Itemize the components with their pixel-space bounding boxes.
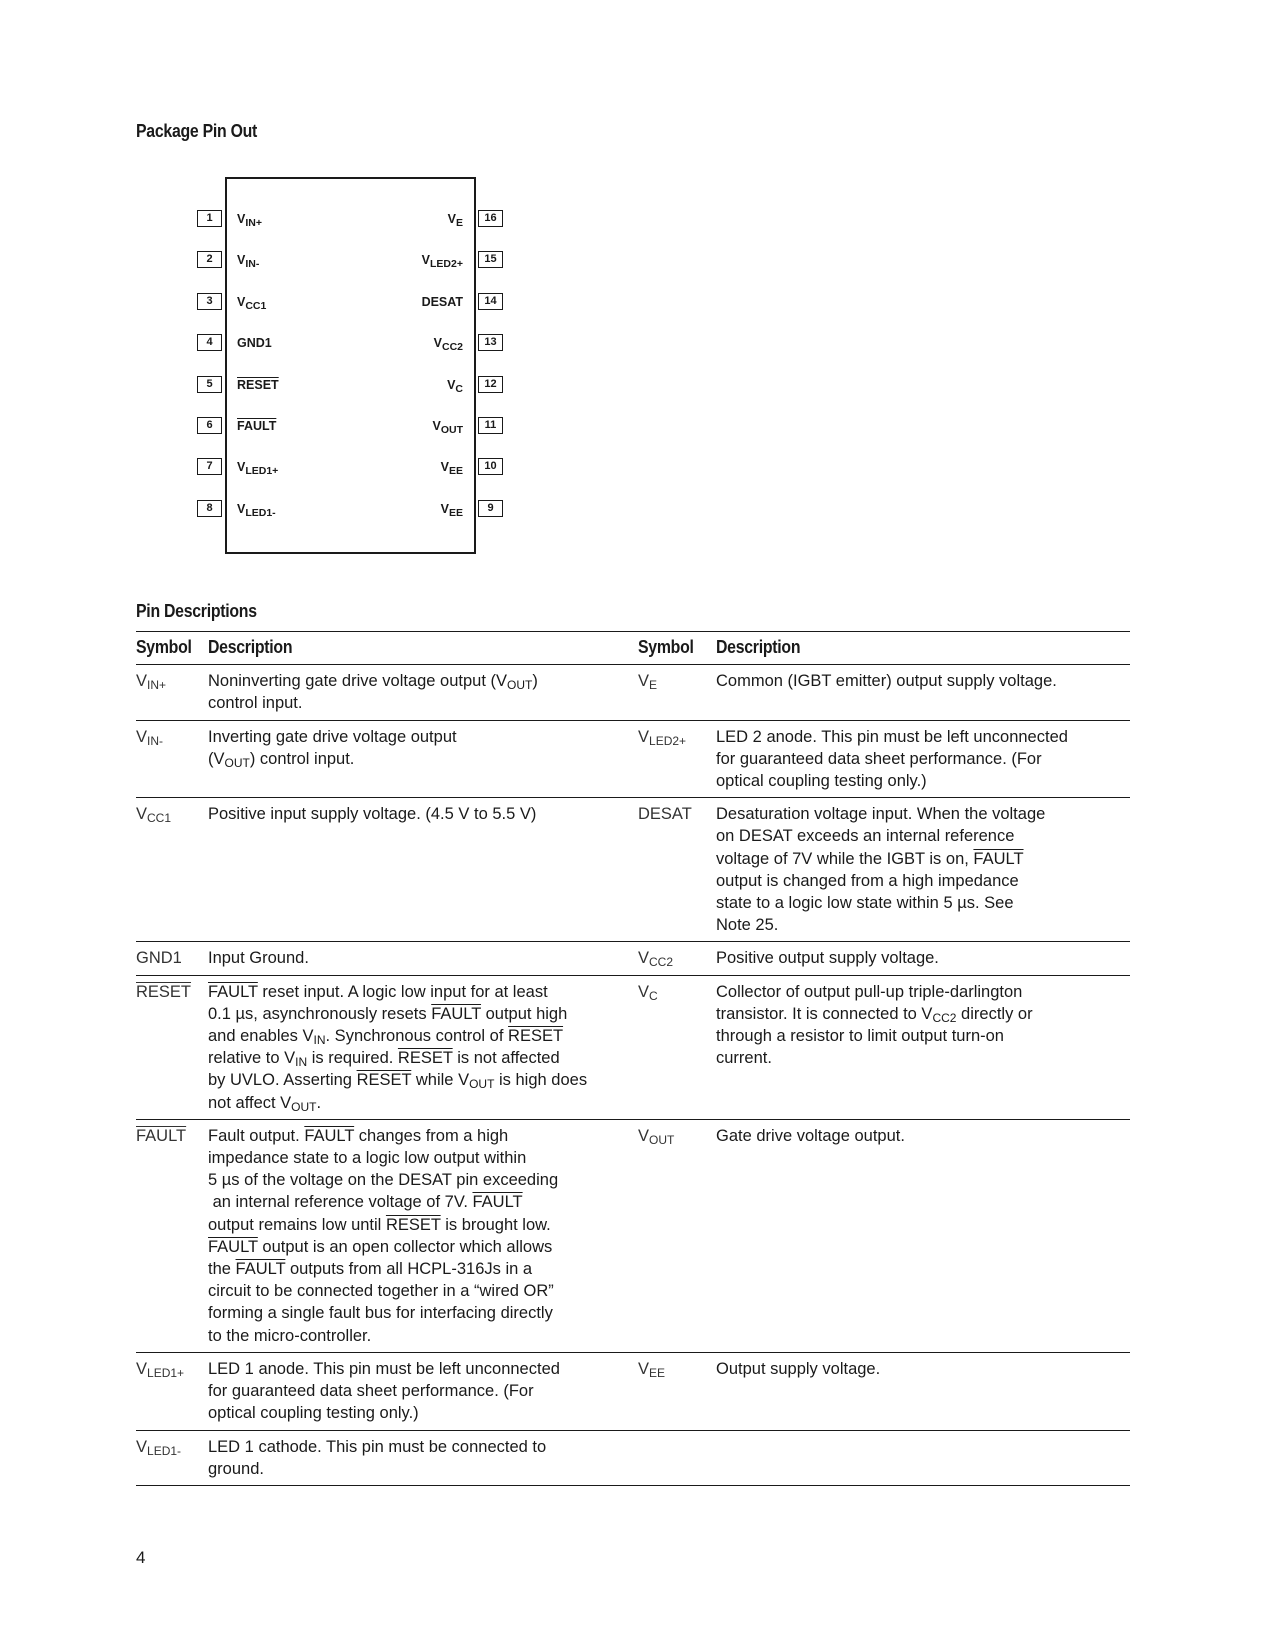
description-cell: Positive output supply voltage. bbox=[716, 942, 1130, 975]
pin-label: $V_E$ bbox=[447, 212, 463, 229]
description-cell: Inverting gate drive voltage output $(V_{OUT})$ control input. bbox=[208, 720, 638, 798]
pin-label: FAULT bbox=[237, 419, 277, 433]
pin-label: DESAT bbox=[421, 295, 463, 309]
pin-label: $V_{CC1}$ bbox=[237, 295, 267, 312]
pin-number-box: 8 bbox=[197, 500, 222, 517]
table-row bbox=[136, 665, 1130, 720]
description-cell: Desaturation voltage input. When the voltage on DESAT exceeds an internal reference voltage of 7V while the IGBT is on, FAULT output is changed from a high impedance state to a logic low state within 5 µs. See Note 25. bbox=[716, 798, 1130, 942]
ic-package-outline bbox=[225, 177, 476, 554]
pin-number-box: 14 bbox=[478, 293, 503, 310]
pin-label: $V_{EE}$ bbox=[440, 502, 463, 519]
symbol-cell: $V_C$ bbox=[638, 975, 716, 1119]
symbol-cell: DESAT bbox=[638, 798, 716, 942]
table-row bbox=[136, 720, 1130, 798]
symbol-cell: $V_{IN-}$ bbox=[136, 720, 208, 798]
pin-label: $V_C$ bbox=[447, 378, 463, 395]
symbol-cell: $V_{LED2+}$ bbox=[638, 720, 716, 798]
pin-number-box: 6 bbox=[197, 417, 222, 434]
pin-descriptions-heading: Pin Descriptions bbox=[136, 601, 257, 621]
pin-label: $V_{CC2}$ bbox=[433, 336, 463, 353]
pin-number-box: 15 bbox=[478, 251, 503, 268]
pin-number-box: 13 bbox=[478, 334, 503, 351]
symbol-cell: $V_{EE}$ bbox=[638, 1352, 716, 1430]
pin-label: $V_{EE}$ bbox=[440, 460, 463, 477]
pin-number-box: 11 bbox=[478, 417, 503, 434]
description-cell: Noninverting gate drive voltage output $(V_{OUT})$ control input. bbox=[208, 665, 638, 720]
pin-label: $V_{IN-}$ bbox=[237, 253, 260, 270]
table-header-row bbox=[136, 632, 1130, 665]
pin-number-box: 16 bbox=[478, 210, 503, 227]
pin-number-box: 10 bbox=[478, 458, 503, 475]
pin-label: GND1 bbox=[237, 336, 272, 350]
description-cell: Positive input supply voltage. (4.5 V to 5.5 V) bbox=[208, 798, 638, 942]
pin-label: $V_{LED1-}$ bbox=[237, 502, 276, 519]
table-row bbox=[136, 1352, 1130, 1430]
symbol-cell: RESET bbox=[136, 975, 208, 1119]
symbol-cell: GND1 bbox=[136, 942, 208, 975]
pin-label: $V_{IN+}$ bbox=[237, 212, 262, 229]
header-description-left: Description bbox=[208, 632, 638, 665]
pin-number-box: 7 bbox=[197, 458, 222, 475]
pin-number-box: 4 bbox=[197, 334, 222, 351]
pin-label: $V_{LED2+}$ bbox=[421, 253, 463, 270]
description-cell: Output supply voltage. bbox=[716, 1352, 1130, 1430]
pin-number-box: 12 bbox=[478, 376, 503, 393]
pin-number-box: 2 bbox=[197, 251, 222, 268]
page-number: 4 bbox=[136, 1548, 146, 1567]
table-row bbox=[136, 942, 1130, 975]
package-pin-out-heading: Package Pin Out bbox=[136, 121, 258, 141]
symbol-cell: $V_{CC2}$ bbox=[638, 942, 716, 975]
pin-number-box: 5 bbox=[197, 376, 222, 393]
description-cell: Input Ground. bbox=[208, 942, 638, 975]
symbol-cell: $V_E$ bbox=[638, 665, 716, 720]
symbol-cell: $V_{CC1}$ bbox=[136, 798, 208, 942]
header-symbol-right: Symbol bbox=[638, 632, 716, 665]
pin-number-box: 9 bbox=[478, 500, 503, 517]
description-cell: Fault output. FAULT changes from a high impedance state to a logic low output within 5 µs of the voltage on the DESAT pin exceeding an internal reference voltage of 7V. FAULT output remains low until RESET is brought low. FAULT output is an open collector which allows the FAULT outputs from all HCPL-316Js in a circuit to be connected together in a “wired OR” forming a single fault bus for interfacing directly to the micro-controller. bbox=[208, 1119, 638, 1352]
pin-label: $V_{LED1+}$ bbox=[237, 460, 279, 477]
table-row bbox=[136, 975, 1130, 1119]
header-description-right: Description bbox=[716, 632, 1130, 665]
pin-descriptions-table bbox=[136, 631, 1130, 1486]
description-cell: Common (IGBT emitter) output supply voltage. bbox=[716, 665, 1130, 720]
pin-number-box: 1 bbox=[197, 210, 222, 227]
description-cell: LED 2 anode. This pin must be left unconnected for guaranteed data sheet performance. (For optical coupling testing only.) bbox=[716, 720, 1130, 798]
symbol-cell: $V_{LED1+}$ bbox=[136, 1352, 208, 1430]
symbol-cell: FAULT bbox=[136, 1119, 208, 1352]
header-symbol-left: Symbol bbox=[136, 632, 208, 665]
symbol-cell: $V_{IN+}$ bbox=[136, 665, 208, 720]
description-cell: FAULT reset input. A logic low input for at least 0.1 µs, asynchronously resets FAULT output high and enables $V_{IN}$. Synchronous control of RESET relative to $V_{IN}$ is required. RESET is not affected by UVLO. Asserting RESET while $V_{OUT}$ is high does not affect $V_{OUT}$. bbox=[208, 975, 638, 1119]
table-row bbox=[136, 798, 1130, 942]
pin-label: $V_{OUT}$ bbox=[432, 419, 463, 436]
description-cell: Gate drive voltage output. bbox=[716, 1119, 1130, 1352]
table-row bbox=[136, 1430, 1130, 1485]
pin-number-box: 3 bbox=[197, 293, 222, 310]
description-cell: LED 1 cathode. This pin must be connected to ground. bbox=[208, 1430, 638, 1485]
description-cell bbox=[716, 1430, 1130, 1485]
symbol-cell bbox=[638, 1430, 716, 1485]
description-cell: LED 1 anode. This pin must be left unconnected for guaranteed data sheet performance. (For optical coupling testing only.) bbox=[208, 1352, 638, 1430]
symbol-cell: $V_{LED1-}$ bbox=[136, 1430, 208, 1485]
symbol-cell: $V_{OUT}$ bbox=[638, 1119, 716, 1352]
pin-label: RESET bbox=[237, 378, 279, 392]
table-row bbox=[136, 1119, 1130, 1352]
description-cell: Collector of output pull-up triple-darlington transistor. It is connected to $V_{CC2}$ directly or through a resistor to limit output turn-on current. bbox=[716, 975, 1130, 1119]
